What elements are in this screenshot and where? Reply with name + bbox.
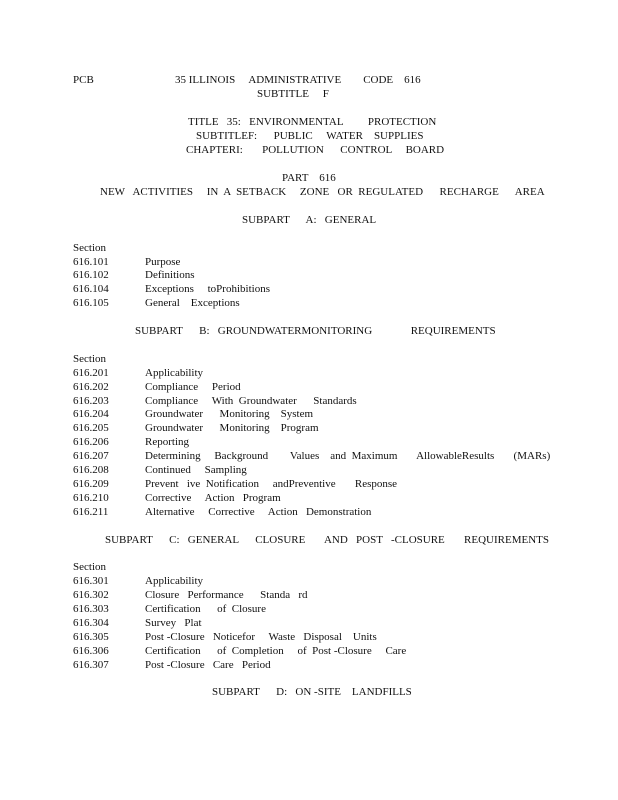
section-title: Post -Closure Care Period <box>145 659 271 671</box>
list-item <box>0 296 618 310</box>
section-title: Corrective Action Program <box>145 492 281 504</box>
section-label: Section <box>73 242 106 254</box>
section-title: Exceptions toProhibitions <box>145 283 270 295</box>
section-number: 616.210 <box>73 492 109 504</box>
section-number: 616.305 <box>73 631 109 643</box>
list-item <box>0 644 618 658</box>
section-number: 616.303 <box>73 603 109 615</box>
section-number: 616.304 <box>73 617 109 629</box>
section-title: Post -Closure Noticefor Waste Disposal Units <box>145 631 377 643</box>
subtitle-line: SUBTITLEF: PUBLIC WATER SUPPLIES <box>196 130 424 142</box>
section-number: 616.211 <box>73 506 109 518</box>
part-number: PART 616 <box>282 172 336 184</box>
section-number: 616.206 <box>73 436 109 448</box>
list-item <box>0 449 618 463</box>
section-title: Compliance Period <box>145 381 241 393</box>
list-item <box>0 630 618 644</box>
list-item <box>0 616 618 630</box>
section-title: Purpose <box>145 256 181 268</box>
list-item <box>0 366 618 380</box>
section-number: 616.104 <box>73 283 109 295</box>
section-label: Section <box>73 353 106 365</box>
list-item <box>0 421 618 435</box>
section-title: Survey Plat <box>145 617 202 629</box>
subpart-a-heading: SUBPART A: GENERAL <box>242 214 377 226</box>
list-item <box>0 602 618 616</box>
section-title: Prevent ive Notification andPreventive Response <box>145 478 398 490</box>
list-item <box>0 435 618 449</box>
title-line: TITLE 35: ENVIRONMENTAL PROTECTION <box>188 116 437 128</box>
section-number: 616.208 <box>73 464 109 476</box>
section-number: 616.209 <box>73 478 109 490</box>
section-title: Definitions <box>145 269 195 281</box>
list-item <box>0 477 618 491</box>
list-item <box>0 574 618 588</box>
header-subtitle-line: SUBTITLE F <box>257 88 329 100</box>
list-item <box>0 380 618 394</box>
list-item <box>0 282 618 296</box>
section-number: 616.101 <box>73 256 109 268</box>
section-number: 616.306 <box>73 645 109 657</box>
header-left: PCB <box>73 74 94 86</box>
list-item <box>0 463 618 477</box>
list-item <box>0 268 618 282</box>
section-number: 616.202 <box>73 381 109 393</box>
subpart-c-heading: SUBPART C: GENERAL CLOSURE AND POST -CLOSURE REQUIREMENTS <box>105 534 549 546</box>
section-title: Determining Background Values and Maximum AllowableResults (MARs) <box>145 450 551 462</box>
section-title: Groundwater Monitoring System <box>145 408 314 420</box>
subpart-b-heading: SUBPART B: GROUNDWATERMONITORING REQUIREMENTS <box>135 325 496 337</box>
section-title: Applicability <box>145 575 204 587</box>
section-title: Groundwater Monitoring Program <box>145 422 319 434</box>
section-title: Applicability <box>145 367 204 379</box>
section-number: 616.102 <box>73 269 109 281</box>
section-number: 616.301 <box>73 575 109 587</box>
section-number: 616.207 <box>73 450 109 462</box>
list-item <box>0 588 618 602</box>
list-item <box>0 394 618 408</box>
list-item <box>0 255 618 269</box>
section-number: 616.302 <box>73 589 109 601</box>
part-title: NEW ACTIVITIES IN A SETBACK ZONE OR REGULATED RECHARGE AREA <box>100 186 545 198</box>
section-number: 616.203 <box>73 395 109 407</box>
chapter-line: CHAPTERI: POLLUTION CONTROL BOARD <box>186 144 445 156</box>
section-number: 616.307 <box>73 659 109 671</box>
list-item <box>0 505 618 519</box>
section-number: 616.204 <box>73 408 109 420</box>
section-title: Closure Performance Standa rd <box>145 589 308 601</box>
section-number: 616.201 <box>73 367 109 379</box>
section-number: 616.205 <box>73 422 109 434</box>
section-title: Compliance With Groundwater Standards <box>145 395 357 407</box>
subpart-d-heading: SUBPART D: ON -SITE LANDFILLS <box>212 686 412 698</box>
section-title: Certification of Closure <box>145 603 266 615</box>
section-title: Alternative Corrective Action Demonstration <box>145 506 372 518</box>
section-title: Reporting <box>145 436 189 448</box>
section-title: Continued Sampling <box>145 464 247 476</box>
section-label: Section <box>73 561 106 573</box>
section-number: 616.105 <box>73 297 109 309</box>
list-item <box>0 491 618 505</box>
section-title: General Exceptions <box>145 297 240 309</box>
list-item <box>0 407 618 421</box>
section-title: Certification of Completion of Post -Closure Care <box>145 645 407 657</box>
list-item <box>0 658 618 672</box>
header-code-line: 35 ILLINOIS ADMINISTRATIVE CODE 616 <box>175 74 421 86</box>
